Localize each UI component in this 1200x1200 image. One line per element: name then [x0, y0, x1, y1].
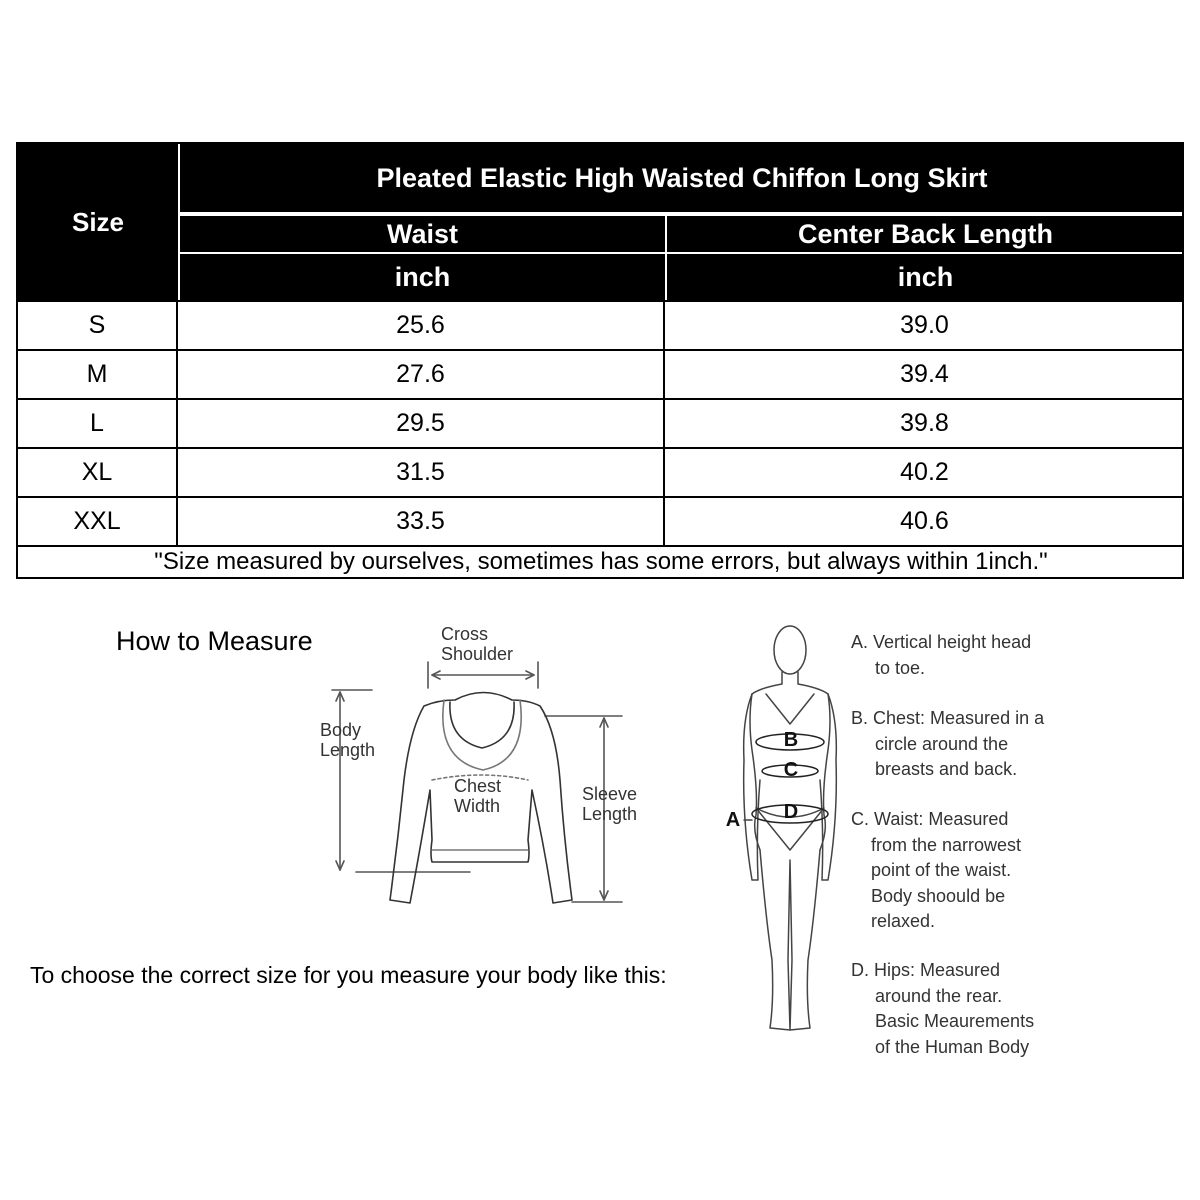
description-line: circle around the — [875, 733, 1009, 754]
measure-instruction: To choose the correct size for you measure your body like this: — [30, 962, 667, 988]
waist-cell: 29.5 — [178, 400, 665, 447]
description-line: to toe. — [875, 657, 926, 678]
label-line: Shoulder — [441, 644, 514, 664]
marker-a: A — [725, 809, 741, 831]
description-line: around the rear. — [875, 985, 1003, 1006]
length-cell: 40.2 — [900, 458, 949, 486]
marker-b: B — [783, 729, 799, 751]
figure-right-arm — [820, 694, 836, 880]
description-line: D. Hips: Measured — [851, 960, 1001, 980]
waist-cell: 25.6 — [178, 302, 665, 349]
label-line: Body — [320, 720, 362, 740]
length-cell: 40.6 — [900, 507, 949, 535]
length-cell: 39.4 — [900, 360, 949, 388]
description-d — [851, 958, 1034, 1060]
label-line: Chest — [454, 776, 502, 796]
figure-left-arm — [744, 694, 760, 880]
description-line: Basic Meaurements — [875, 1011, 1035, 1031]
size-cell: S — [18, 302, 178, 349]
waist-cell: 31.5 — [178, 449, 665, 496]
description-c — [851, 807, 1021, 935]
waist-unit-header: inch — [180, 254, 665, 300]
description-line: C. Waist: Measured — [851, 809, 1009, 829]
description-b — [851, 706, 1044, 783]
label-line: Length — [320, 740, 376, 760]
description-line: breasts and back. — [875, 759, 1018, 779]
size-cell: M — [18, 351, 178, 398]
description-line: Body shoould be — [871, 885, 1006, 906]
size-column-header: Size — [18, 144, 178, 300]
product-title: Pleated Elastic High Waisted Chiffon Long Skirt — [180, 144, 1184, 212]
size-cell: XL — [18, 449, 178, 496]
waist-cell: 27.6 — [178, 351, 665, 398]
length-column-header: Center Back Length — [667, 216, 1184, 252]
description-line: point of the waist. — [871, 860, 1012, 880]
figure-head — [774, 626, 806, 674]
length-cell: 39.8 — [900, 409, 949, 437]
figure-bra — [766, 694, 814, 724]
measurement-note: "Size measured by ourselves, sometimes has some errors, but always within 1inch." — [18, 545, 1184, 577]
description-line: B. Chest: Measured in a — [851, 708, 1045, 728]
label-line: Cross — [441, 624, 489, 644]
label-line: Width — [454, 796, 501, 816]
description-line: of the Human Body — [875, 1036, 1030, 1057]
waist-cell: 33.5 — [178, 498, 665, 545]
length-cell: 39.0 — [900, 311, 949, 339]
waist-column-header: Waist — [180, 216, 665, 252]
length-unit-header: inch — [667, 254, 1184, 300]
description-line: A. Vertical height head — [851, 632, 1032, 652]
description-line: relaxed. — [871, 911, 936, 931]
label-line: Length — [582, 804, 638, 824]
marker-d: D — [783, 801, 799, 823]
description-line: from the narrowest — [871, 834, 1022, 855]
how-to-measure-title: How to Measure — [116, 626, 313, 656]
figure-legs — [760, 850, 820, 1030]
description-a — [851, 630, 1031, 681]
marker-c: C — [783, 759, 799, 781]
size-cell: L — [18, 400, 178, 447]
size-cell: XXL — [18, 498, 178, 545]
figure-neck — [752, 672, 828, 694]
label-line: Sleeve — [582, 784, 638, 804]
